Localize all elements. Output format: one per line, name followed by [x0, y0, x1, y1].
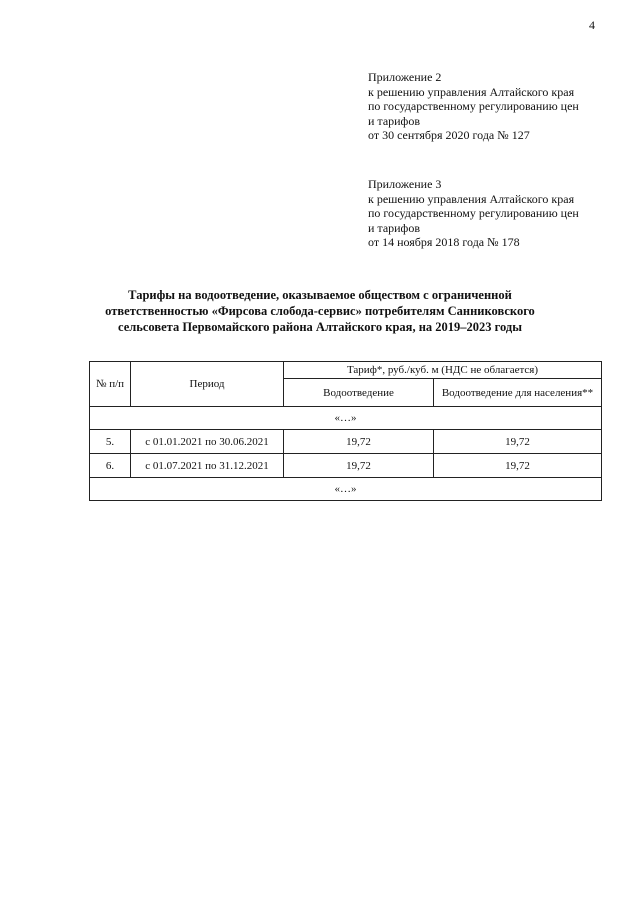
cell-number: 6.: [90, 454, 131, 478]
table-row: [90, 454, 602, 478]
document-title: [80, 287, 560, 335]
annex-3-header: [368, 177, 618, 250]
table-header-row: [90, 362, 602, 379]
cell-sewerage: 19,72: [284, 454, 434, 478]
cell-sewerage-population: 19,72: [434, 454, 602, 478]
title-line: ответственностью «Фирсова слобода-сервис» потребителям Санниковского: [105, 304, 535, 318]
tariff-table: [89, 361, 602, 501]
cell-period: с 01.01.2021 по 30.06.2021: [131, 430, 284, 454]
page-number: 4: [589, 18, 595, 32]
cell-period: с 01.07.2021 по 31.12.2021: [131, 454, 284, 478]
header-number: № п/п: [90, 362, 131, 407]
header-sewerage-population: Водоотведение для населения**: [434, 379, 602, 407]
annex-3-line: Приложение 3: [368, 177, 442, 191]
cell-sewerage: 19,72: [284, 430, 434, 454]
annex-2-line: от 30 сентября 2020 года № 127: [368, 128, 530, 142]
title-line: сельсовета Первомайского района Алтайского края, на 2019–2023 годы: [118, 320, 522, 334]
annex-3-line: по государственному регулированию цен: [368, 206, 579, 220]
table-row-ellipsis-bottom: [90, 478, 602, 501]
ellipsis-cell: «…»: [90, 407, 602, 430]
annex-3-line: к решению управления Алтайского края: [368, 191, 575, 206]
annex-2-line: по государственному регулированию цен: [368, 99, 579, 113]
table-row: [90, 430, 602, 454]
cell-number: 5.: [90, 430, 131, 454]
annex-2-header: [368, 70, 618, 143]
title-line: Тарифы на водоотведение, оказываемое обществом с ограниченной: [128, 288, 512, 302]
annex-2-line: и тарифов: [368, 113, 421, 128]
annex-3-line: от 14 ноября 2018 года № 178: [368, 235, 520, 249]
annex-2-line: Приложение 2: [368, 70, 442, 84]
ellipsis-cell: «…»: [90, 478, 602, 501]
table-row-ellipsis-top: [90, 407, 602, 430]
cell-sewerage-population: 19,72: [434, 430, 602, 454]
header-tariff-group: Тариф*, руб./куб. м (НДС не облагается): [284, 362, 602, 379]
header-period: Период: [131, 362, 284, 407]
annex-2-line: к решению управления Алтайского края: [368, 84, 575, 99]
annex-3-line: и тарифов: [368, 220, 421, 235]
header-sewerage: Водоотведение: [284, 379, 434, 407]
